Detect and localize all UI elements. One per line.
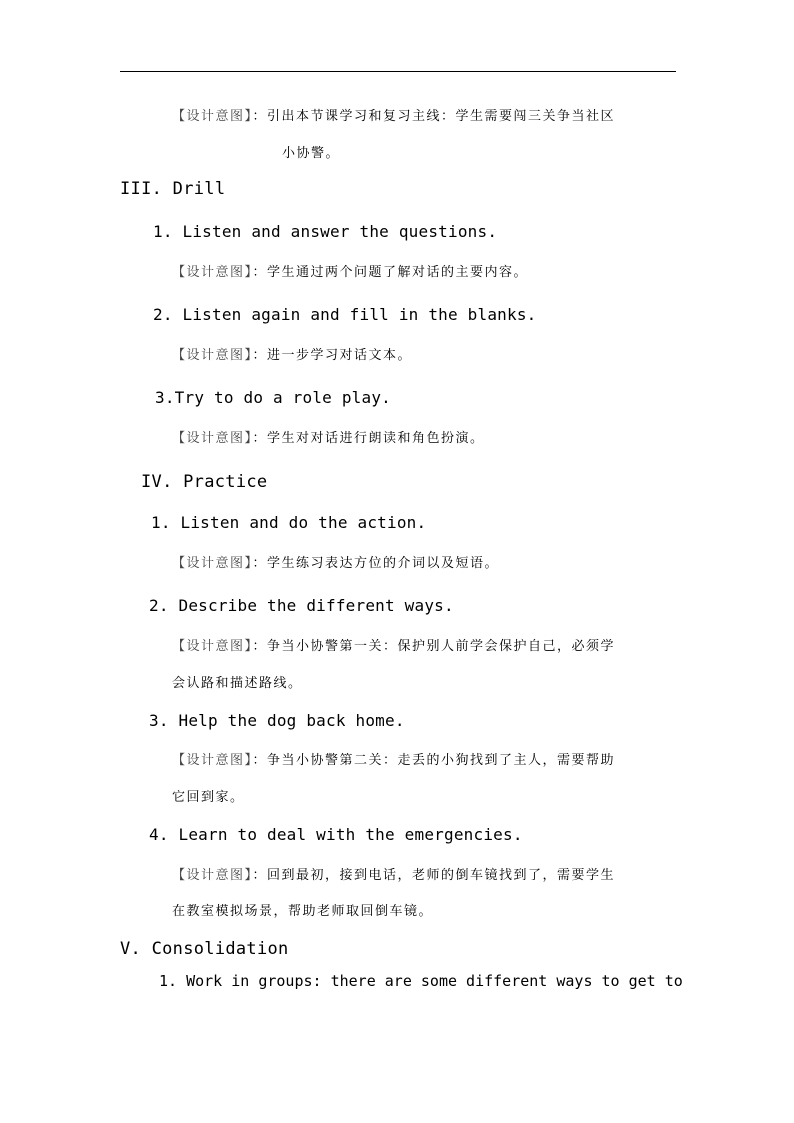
section-heading-practice: IV. Practice [141, 472, 268, 492]
design-intent-text: ：回到最初，接到电话，老师的倒车镜找到了，需要学生 [252, 868, 616, 883]
header-rule [120, 71, 676, 72]
design-intent-tag: 【设计意图】 [172, 639, 253, 654]
design-intent-text: ：进一步学习对话文本。 [252, 348, 413, 363]
design-intent-text: ：争当小协警第二关：走丢的小狗找到了主人，需要帮助 [252, 753, 616, 768]
drill-item-3-note [172, 432, 485, 445]
practice-item-4-note-continuation: 在教室模拟场景，帮助老师取回倒车镜。 [172, 904, 434, 919]
design-intent-text: ：学生对对话进行朗读和角色扮演。 [252, 431, 485, 446]
design-intent-text: ：引出本节课学习和复习主线：学生需要闯三关争当社区 [252, 109, 616, 124]
design-intent-tag: 【设计意图】 [172, 431, 253, 446]
drill-item-2-title: 2. Listen again and fill in the blanks. [153, 305, 537, 324]
design-intent-tag: 【设计意图】 [172, 109, 253, 124]
consolidation-item-1-title: 1. Work in groups: there are some different ways to get to [159, 972, 683, 990]
drill-item-3-title: 3.Try to do a role play. [155, 388, 391, 407]
drill-item-1-title: 1. Listen and answer the questions. [153, 222, 498, 241]
practice-item-4-note [172, 869, 615, 882]
practice-item-2-title: 2. Describe the different ways. [149, 596, 454, 615]
practice-item-4-title: 4. Learn to deal with the emergencies. [149, 825, 523, 844]
section-heading-drill: III. Drill [120, 179, 226, 199]
practice-item-3-note [172, 754, 615, 767]
design-intent-text: ：争当小协警第一关：保护别人前学会保护自己，必须学 [252, 639, 616, 654]
practice-item-1-note [172, 557, 499, 570]
practice-item-3-title: 3. Help the dog back home. [149, 711, 405, 730]
section-heading-consolidation: V. Consolidation [120, 939, 289, 959]
drill-item-2-note [172, 349, 412, 362]
design-intent-continuation: 小协警。 [282, 146, 341, 161]
practice-item-3-note-continuation: 它回到家。 [172, 790, 245, 805]
design-intent-tag: 【设计意图】 [172, 556, 253, 571]
design-intent-tag: 【设计意图】 [172, 868, 253, 883]
drill-item-1-note [172, 266, 528, 279]
design-intent-tag: 【设计意图】 [172, 265, 253, 280]
practice-item-2-note-continuation: 会认路和描述路线。 [172, 676, 303, 691]
design-intent-tag: 【设计意图】 [172, 348, 253, 363]
design-intent-tag: 【设计意图】 [172, 753, 253, 768]
practice-item-1-title: 1. Listen and do the action. [151, 513, 427, 532]
practice-item-2-note [172, 640, 615, 653]
design-intent-note [172, 110, 615, 123]
design-intent-text: ：学生通过两个问题了解对话的主要内容。 [252, 265, 529, 280]
design-intent-text: ：学生练习表达方位的介词以及短语。 [252, 556, 500, 571]
